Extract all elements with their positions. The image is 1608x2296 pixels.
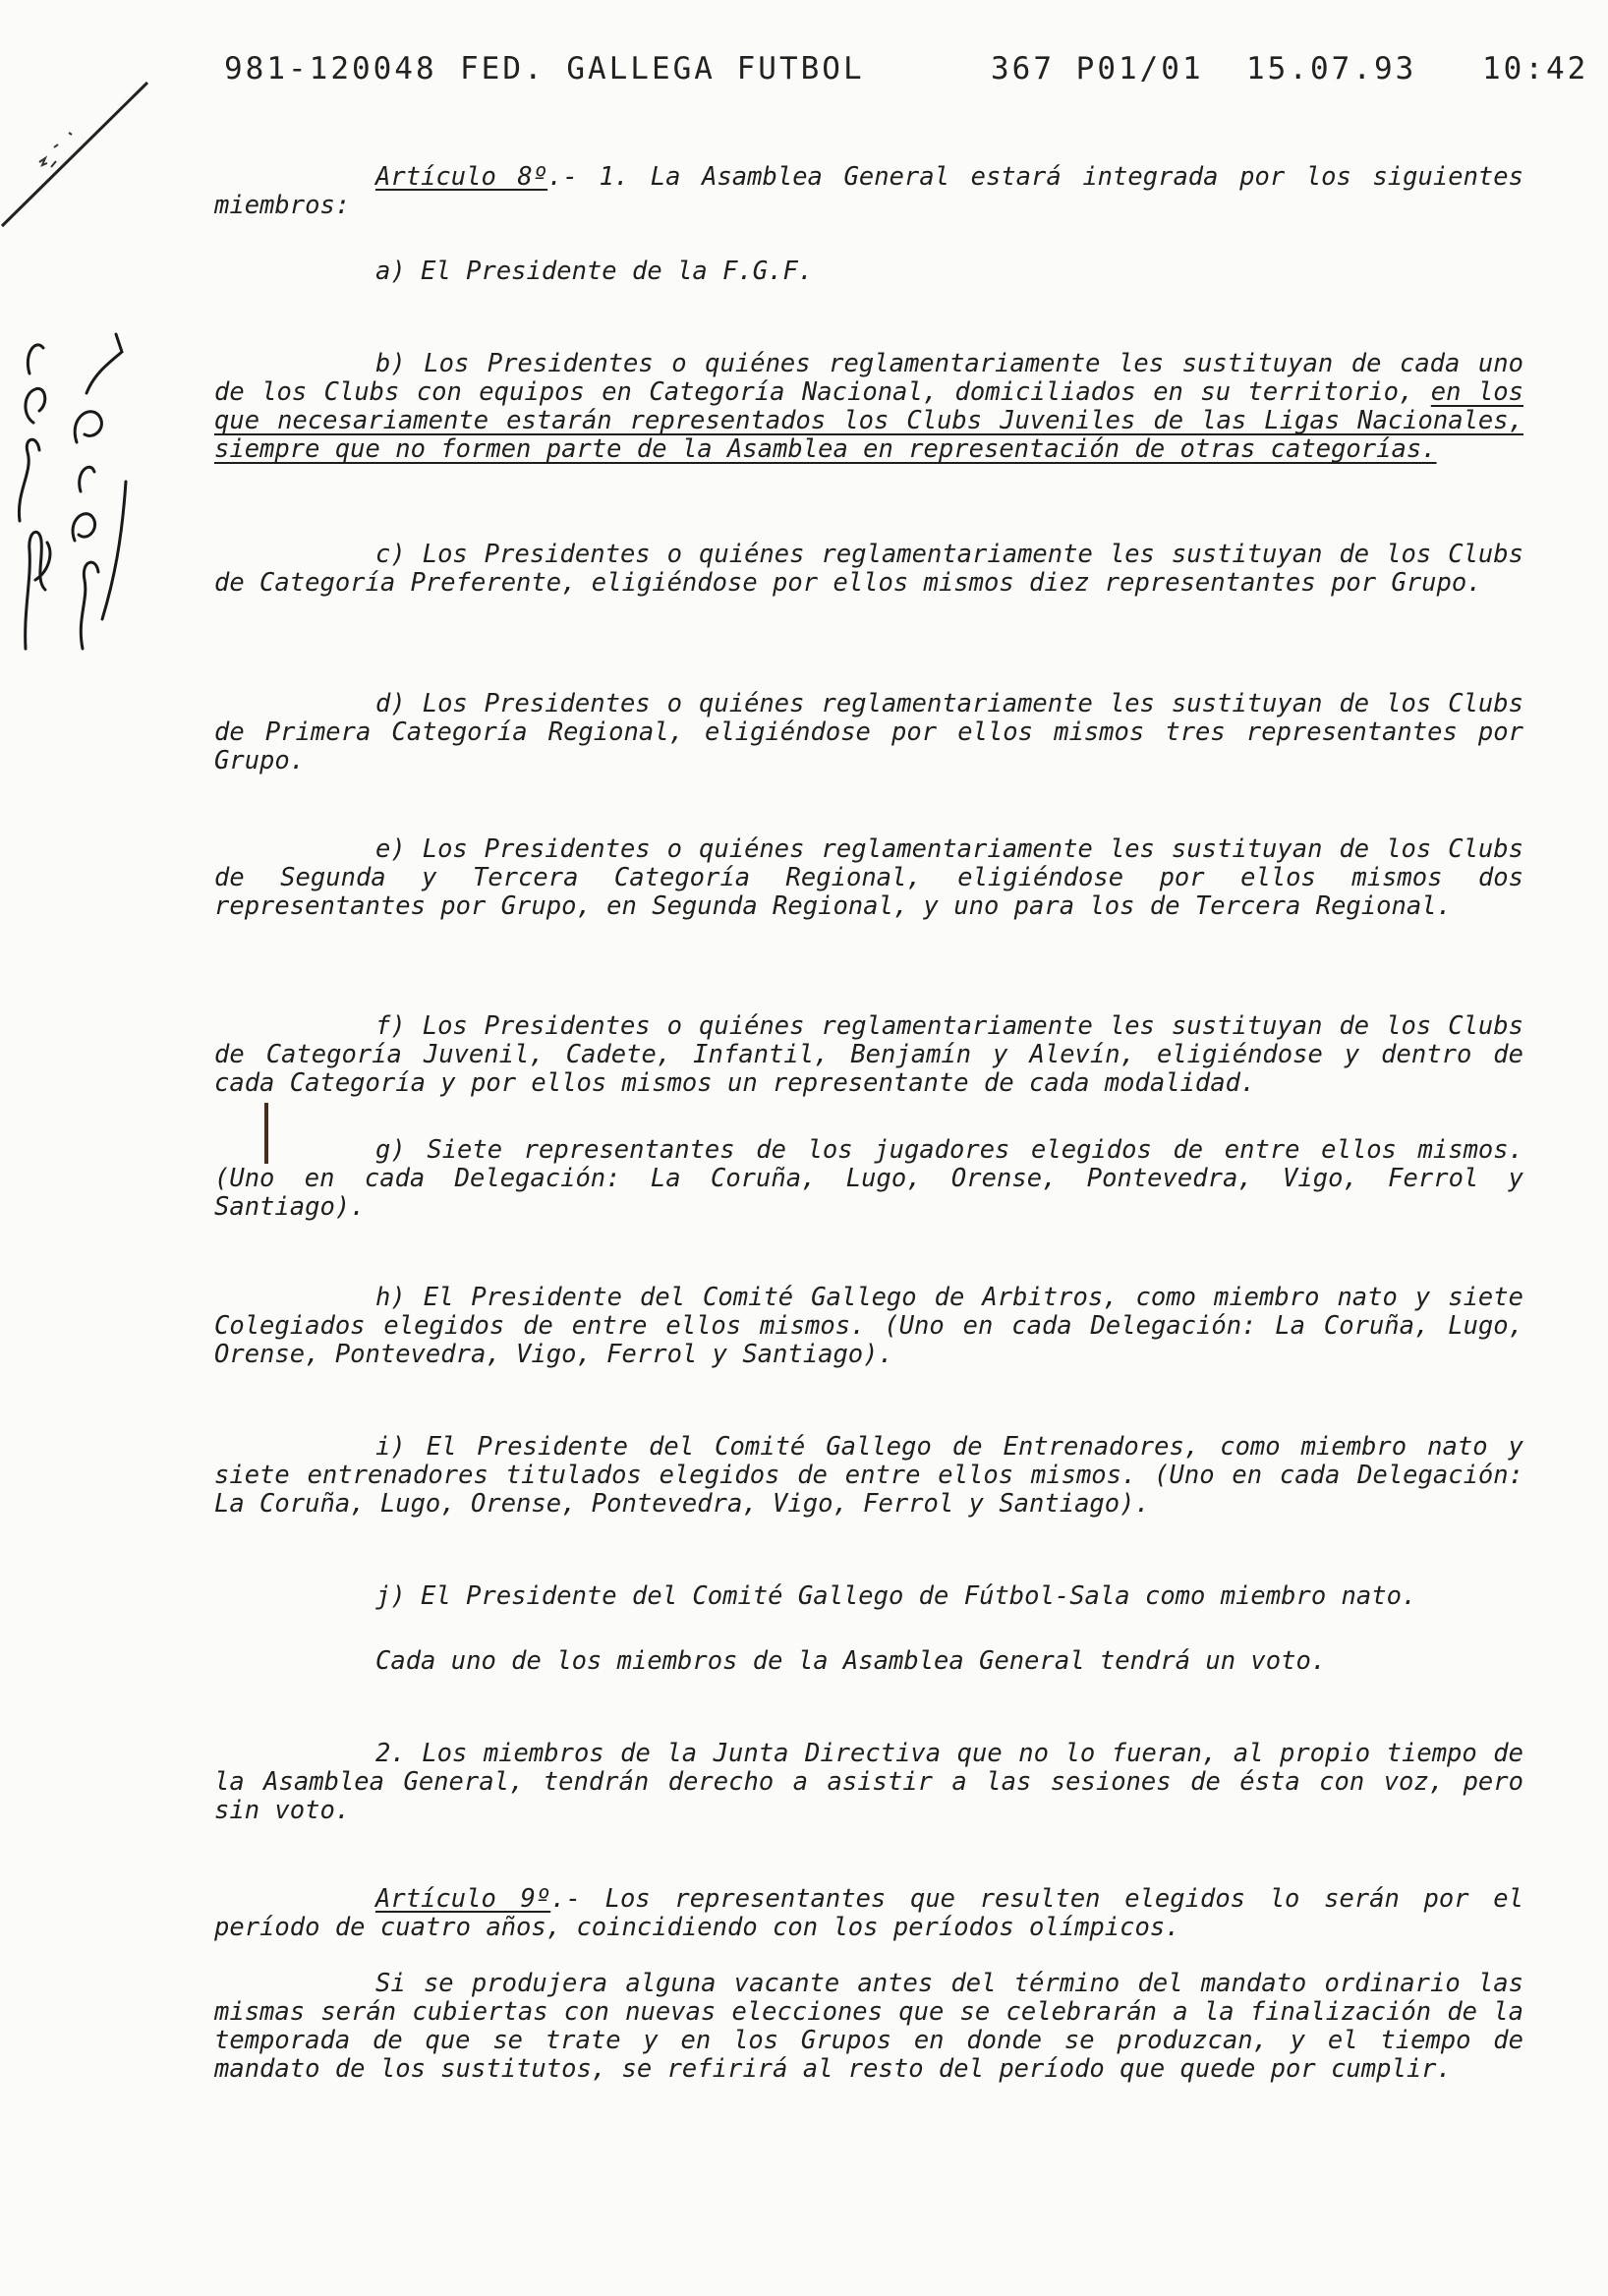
item-d: d) Los Presidentes o quiénes reglamentariamente les sustituyan de los Clubs de Primera Categoría Regional, eligiéndose por ellos mismos tres representantes por Grupo. <box>214 689 1523 775</box>
item-c: c) Los Presidentes o quiénes reglamentariamente les sustituyan de los Clubs de Categoría Preferente, eligiéndose por ellos mismos diez representantes por Grupo. <box>214 540 1523 598</box>
article-8-intro: .- 1. La Asamblea General estará integrada por los siguientes miembros: <box>214 162 1523 220</box>
item-a: a) El Presidente de la F.G.F. <box>375 257 814 286</box>
fax-date: 15.07.93 <box>1246 51 1417 86</box>
article-9-paragraph <box>214 1885 1523 1942</box>
vacancy-paragraph: Si se produjera alguna vacante antes del término del mandato ordinario las mismas serán cubiertas con nuevas elecciones que se celebrarán a la finalización de la temporada de que se trate y en los Grupos en donde se produzcan, y el tiempo de mandato de los sustitutos, se refirirá al resto del período que quede por cumplir. <box>214 1969 1523 2084</box>
item-h: h) El Presidente del Comité Gallego de Arbitros, como miembro nato y siete Colegiados elegidos de entre ellos mismos. (Uno en cada Delegación: La Coruña, Lugo, Orense, Pontevedra, Vigo, Ferrol y Santiago). <box>214 1283 1523 1369</box>
item-e: e) Los Presidentes o quiénes reglamentariamente les sustituyan de los Clubs de Segunda y Tercera Categoría Regional, eligiéndose por ellos mismos dos representantes por Grupo, en Segunda Regional, y uno para los de Tercera Regional. <box>214 834 1523 921</box>
item-i: i) El Presidente del Comité Gallego de Entrenadores, como miembro nato y siete entrenadores titulados elegidos de entre ellos mismos. (Uno en cada Delegación: La Coruña, Lugo, Orense, Pontevedra, Vigo, Ferrol y Santiago). <box>214 1432 1523 1519</box>
item-g: g) Siete representantes de los jugadores elegidos de entre ellos mismos. (Uno en cada Delegación: La Coruña, Lugo, Orense, Pontevedra, Vigo, Ferrol y Santiago). <box>214 1135 1523 1222</box>
vote-statement: Cada uno de los miembros de la Asamblea General tendrá un voto. <box>375 1646 1327 1676</box>
article-8-heading: Artículo 8º <box>375 162 548 192</box>
fax-number: 981-120048 <box>224 51 437 86</box>
article-8-paragraph <box>214 163 1523 220</box>
article-9-text: .- Los representantes que resulten elegidos lo serán por el período de cuatro años, coincidiendo con los períodos olímpicos. <box>214 1884 1523 1942</box>
article-9-heading: Artículo 9º <box>375 1884 551 1914</box>
item-f: f) Los Presidentes o quiénes reglamentariamente les sustituyan de los Clubs de Categoría Juvenil, Cadete, Infantil, Benjamín y Alevín, eligiéndose y dentro de cada Categoría y por ellos mismos un representante de cada modalidad. <box>214 1011 1523 1098</box>
handwritten-margin-note <box>6 324 134 659</box>
fax-sender: FED. GALLEGA FUTBOL <box>460 51 865 86</box>
item-b-underlined-amendment: en los que necesariamente estarán representados los Clubs Juveniles de las Ligas Nacionales, siempre que no formen parte de la Asamblea en representación de otras categorías. <box>214 377 1523 464</box>
fax-page-info: 367 P01/01 <box>991 51 1204 86</box>
fax-time: 10:42 <box>1482 51 1589 86</box>
item-j: j) El Presidente del Comité Gallego de Fútbol-Sala como miembro nato. <box>375 1581 1417 1611</box>
item-b <box>214 350 1523 464</box>
paragraph-2: 2. Los miembros de la Junta Directiva que no lo fueran, al propio tiempo de la Asamblea General, tendrán derecho a asistir a las sesiones de ésta con voz, pero sin voto. <box>214 1739 1523 1825</box>
corner-stroke-mark <box>0 69 157 246</box>
item-b-text: b) Los Presidentes o quiénes reglamentariamente les sustituyan de cada uno de los Clubs con equipos en Categoría Nacional, domiciliados en su territorio, <box>214 349 1523 407</box>
